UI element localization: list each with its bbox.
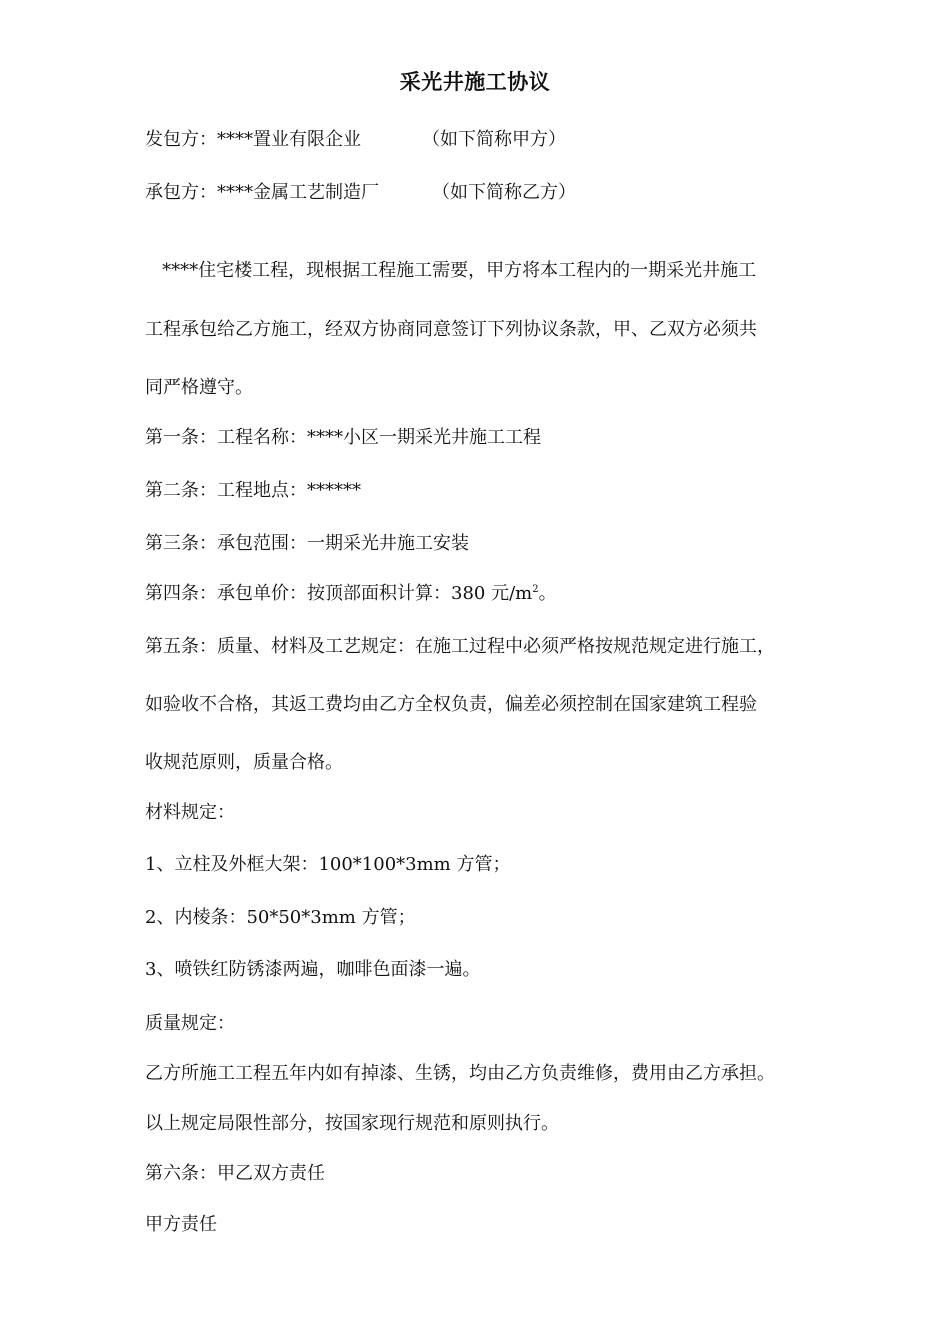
material-item-3: 3、喷铁红防锈漆两遍，咖啡色面漆一遍。 [145,959,481,980]
article-4-text: 第四条：承包单价：按顶部面积计算：380 元/m [145,583,533,604]
material-item-2: 2、内棱条：50*50*3mm 方管； [145,907,416,928]
article-5-line-3: 收规范原则，质量合格。 [145,752,343,773]
article-5-line-1: 第五条：质量、材料及工艺规定：在施工过程中必须严格按规范规定进行施工， [145,636,775,657]
article-2: 第二条：工程地点：****** [145,480,361,501]
article-4-superscript: 2 [532,584,539,595]
party-a-line [145,127,566,153]
article-4 [145,581,557,607]
article-4-end: 。 [538,583,557,604]
quality-item-2: 以上规定局限性部分，按国家现行规范和原则执行。 [145,1113,559,1134]
material-heading: 材料规定： [145,802,235,823]
party-a-note: （如下简称甲方） [422,129,566,150]
party-b-line [145,180,576,206]
intro-line-3: 同严格遵守。 [145,377,253,398]
party-b-label: 承包方：****金属工艺制造厂 [145,182,379,203]
article-5-line-2: 如验收不合格，其返工费均由乙方全权负责，偏差必须控制在国家建筑工程验 [145,694,757,715]
quality-item-1: 乙方所施工工程五年内如有掉漆、生锈，均由乙方负责维修，费用由乙方承担。 [145,1063,775,1084]
article-3: 第三条：承包范围：一期采光井施工安装 [145,533,469,554]
intro-line-2: 工程承包给乙方施工，经双方协商同意签订下列协议条款，甲、乙双方必须共 [145,319,757,340]
intro-line-1: ****住宅楼工程，现根据工程施工需要，甲方将本工程内的一期采光井施工 [145,260,757,281]
article-6: 第六条：甲乙双方责任 [145,1163,325,1184]
party-a-duty-heading: 甲方责任 [145,1214,217,1235]
party-a-label: 发包方：****置业有限企业 [145,129,361,150]
document-title: 采光井施工协议 [399,69,551,94]
article-1: 第一条：工程名称：****小区一期采光井施工工程 [145,427,541,448]
material-item-1: 1、立柱及外框大架：100*100*3mm 方管； [145,854,511,875]
party-b-note: （如下简称乙方） [432,182,576,203]
quality-heading: 质量规定： [145,1013,235,1034]
